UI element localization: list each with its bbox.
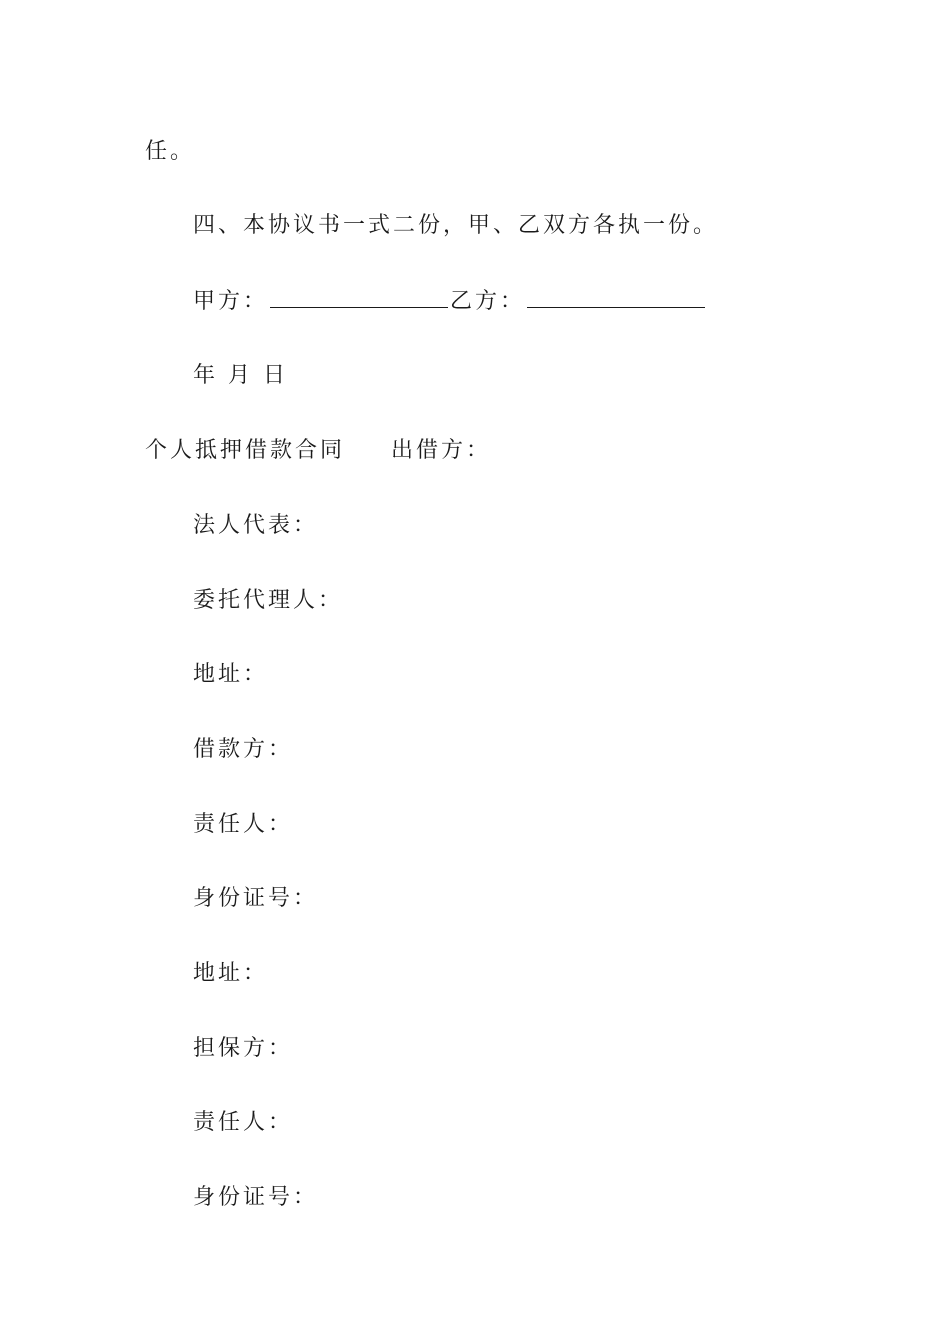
guarantor-responsible-field: 责任人： xyxy=(193,1110,294,1135)
continuation-text: 任。 xyxy=(145,139,196,164)
signature-line xyxy=(193,287,707,316)
borrower-field: 借款方： xyxy=(193,737,294,762)
date-line xyxy=(193,362,288,390)
party-a-label: 甲方： xyxy=(193,289,269,314)
legal-representative-field: 法人代表： xyxy=(193,513,319,538)
contract-title: 个人抵押借款合同 xyxy=(145,438,346,463)
guarantor-id-field: 身份证号： xyxy=(193,1185,319,1210)
date-day: 日 xyxy=(263,363,289,388)
borrower-id-field: 身份证号： xyxy=(193,886,319,911)
borrower-address-field: 地址： xyxy=(193,961,269,986)
lender-address-field: 地址： xyxy=(193,662,269,687)
party-b-label: 乙方： xyxy=(450,289,526,314)
authorized-agent-field: 委托代理人： xyxy=(193,588,344,613)
date-month: 月 xyxy=(228,363,254,388)
party-b-blank xyxy=(527,287,705,308)
guarantor-field: 担保方： xyxy=(193,1036,294,1061)
borrower-responsible-field: 责任人： xyxy=(193,812,294,837)
party-a-blank xyxy=(270,287,448,308)
date-year: 年 xyxy=(193,363,219,388)
clause-four: 四、本协议书一式二份，甲、乙双方各执一份。 xyxy=(193,213,719,238)
lender-label: 出借方： xyxy=(391,438,492,463)
contract-heading-line xyxy=(145,437,491,465)
